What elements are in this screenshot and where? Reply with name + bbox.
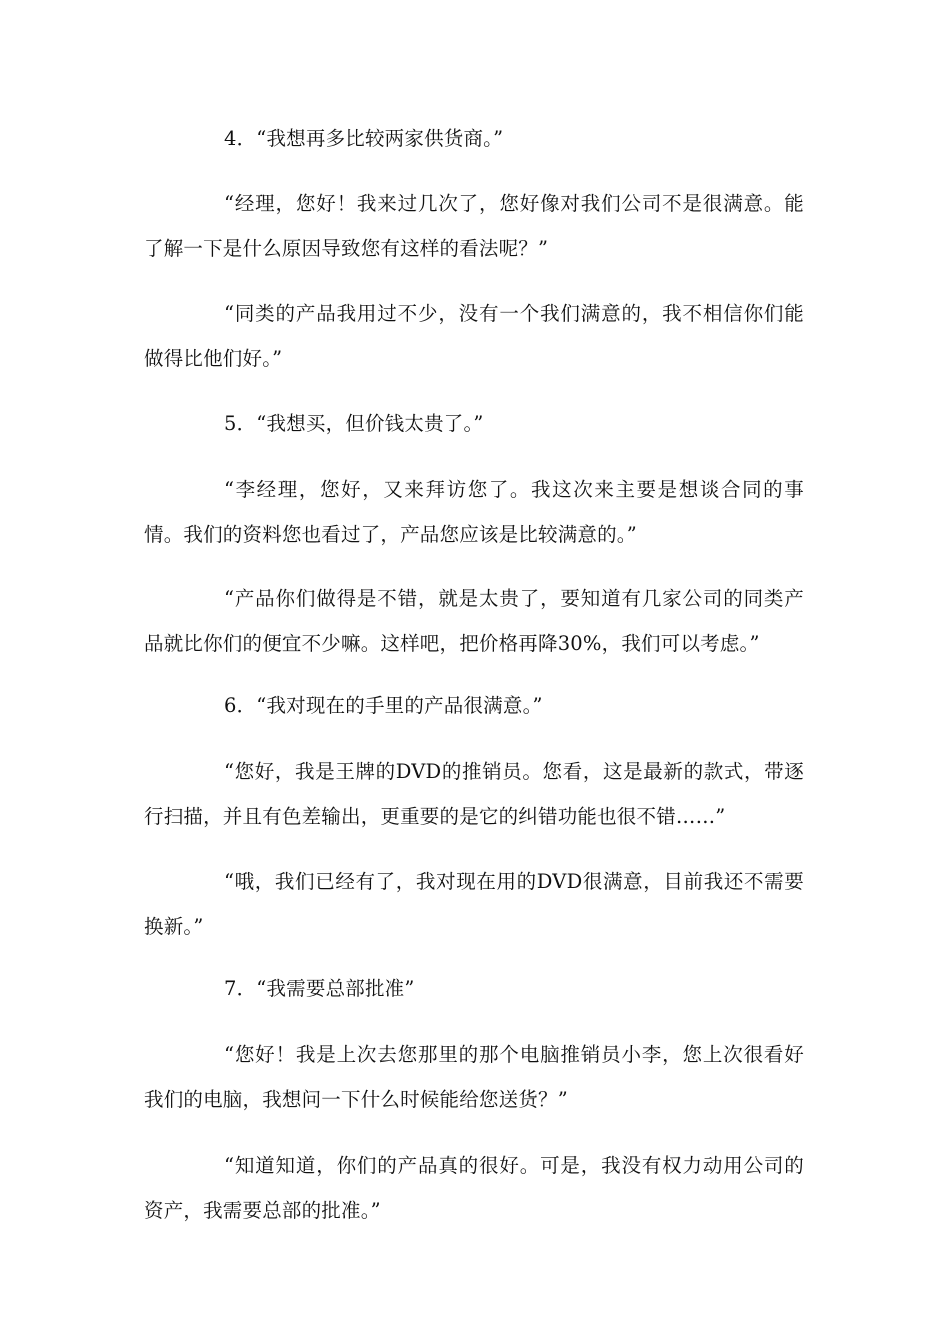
dialogue-paragraph: “经理，您好！我来过几次了，您好像对我们公司不是很满意。能了解一下是什么原因导致您有这样的看法呢？” bbox=[144, 192, 804, 260]
dialogue-paragraph: “李经理，您好，又来拜访您了。我这次来主要是想谈合同的事情。我们的资料您也看过了，产品您应该是比较满意的。” bbox=[144, 478, 804, 546]
dialogue-paragraph: “您好，我是王牌的DVD的推销员。您看，这是最新的款式，带逐行扫描，并且有色差输出，更重要的是它的纠错功能也很不错……” bbox=[144, 760, 804, 828]
dialogue-paragraph: “知道知道，你们的产品真的很好。可是，我没有权力动用公司的资产，我需要总部的批准。” bbox=[144, 1154, 804, 1222]
section-7-heading: 7．“我需要总部批准” bbox=[224, 977, 415, 1000]
dialogue-paragraph: “同类的产品我用过不少，没有一个我们满意的，我不相信你们能做得比他们好。” bbox=[144, 302, 804, 370]
dialogue-paragraph: “您好！我是上次去您那里的那个电脑推销员小李，您上次很看好我们的电脑，我想问一下什么时候能给您送货？” bbox=[144, 1043, 804, 1111]
section-4-heading: 4．“我想再多比较两家供货商。” bbox=[224, 127, 504, 150]
dialogue-paragraph: “哦，我们已经有了，我对现在用的DVD很满意，目前我还不需要换新。” bbox=[144, 870, 804, 938]
section-6-heading: 6．“我对现在的手里的产品很满意。” bbox=[224, 694, 543, 717]
dialogue-paragraph: “产品你们做得是不错，就是太贵了，要知道有几家公司的同类产品就比你们的便宜不少嘛。这样吧，把价格再降30%，我们可以考虑。” bbox=[144, 587, 804, 655]
section-5-heading: 5．“我想买，但价钱太贵了。” bbox=[224, 412, 484, 435]
